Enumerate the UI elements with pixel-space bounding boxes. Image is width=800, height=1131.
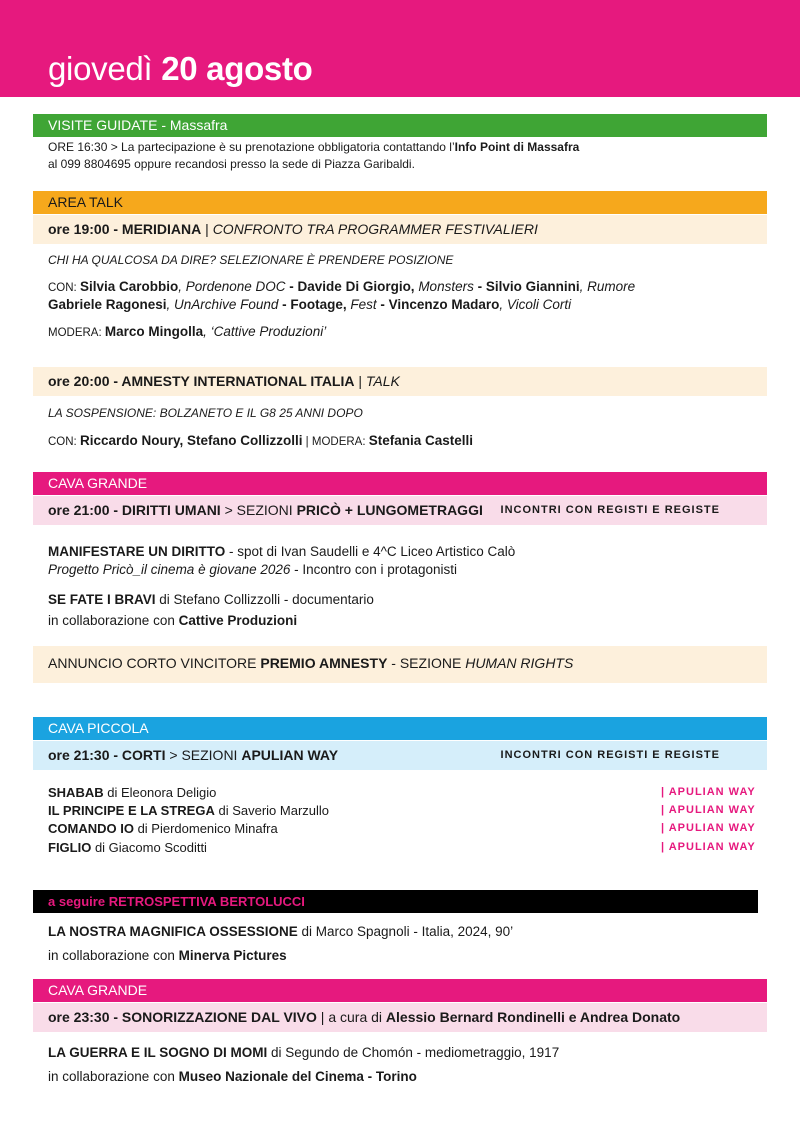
talk1-guests-line-2 [48, 296, 571, 314]
cp-tag: INCONTRI CON REGISTI E REGISTE [500, 749, 720, 761]
film-section-tag: | APULIAN WAY [661, 786, 756, 798]
film-title: SHABAB [48, 785, 104, 800]
retro-collab [48, 947, 287, 965]
ann-section: HUMAN RIGHTS [465, 655, 574, 671]
event-desc: di Stefano Collizzolli - documentario [155, 592, 374, 607]
collab-label: in collaborazione con [48, 1069, 179, 1084]
ann-text: - SEZIONE [387, 655, 466, 671]
section-cava-grande-2: CAVA GRANDE [33, 979, 767, 1002]
collab-label: in collaborazione con [48, 613, 179, 628]
film-title: COMANDO IO [48, 821, 134, 836]
mod-label: | MODERA: [302, 436, 369, 448]
guest-org: , UnArchive Found [166, 297, 283, 312]
page-header [0, 0, 800, 97]
title-date: 20 agosto [161, 50, 313, 87]
talk1-sep: | [201, 221, 213, 237]
collab-name: Museo Nazionale del Cinema - Torino [178, 1069, 417, 1084]
film-author: di Saverio Marzullo [214, 803, 330, 818]
guest-name: - Vincenzo Madaro [376, 297, 500, 312]
film-row [48, 821, 278, 836]
talk1-subtitle: CONFRONTO TRA PROGRAMMER FESTIVALIERI [212, 221, 538, 237]
film-row [48, 785, 216, 800]
cg1-time: ore 21:00 - DIRITTI UMANI [48, 502, 221, 518]
talk1-moderator [48, 323, 326, 342]
film-info: di Segundo de Chomón - mediometraggio, 1917 [267, 1045, 560, 1060]
collab-label: in collaborazione con [48, 948, 179, 963]
event-project: Progetto Pricò_il cinema è giovane 2026 [48, 562, 291, 577]
retro-film [48, 923, 513, 941]
talk2-subtitle: TALK [365, 373, 400, 389]
con-label: CON: [48, 282, 80, 294]
cp-section-names: APULIAN WAY [241, 747, 339, 763]
mod-name: Marco Mingolla [104, 324, 204, 339]
cp-time: ore 21:30 - CORTI [48, 747, 166, 763]
guest-names: Riccardo Noury, Stefano Collizzolli [79, 433, 303, 448]
guest-org: Monsters [414, 279, 474, 294]
guest-name: Silvia Carobbio [79, 279, 179, 294]
section-cava-piccola: CAVA PICCOLA [33, 717, 767, 740]
cg1-event-1-line-2 [48, 561, 457, 579]
visite-infopoint: Info Point di Massafra [454, 140, 580, 154]
guest-org: , Rumore [579, 279, 636, 294]
guest-org: , Vicoli Corti [499, 297, 572, 312]
page-title [48, 50, 313, 88]
film-title: LA GUERRA E IL SOGNO DI MOMI [48, 1045, 268, 1060]
section-title: VISITE GUIDATE [48, 117, 158, 133]
visite-time: ORE 16:30 [48, 140, 108, 154]
ann-prize: PREMIO AMNESTY [260, 655, 388, 671]
event-title: MANIFESTARE UN DIRITTO [48, 544, 226, 559]
visite-line-2: al 099 8804695 oppure recandosi presso la sede di Piazza Garibaldi. [48, 157, 415, 171]
mod-label: MODERA: [48, 327, 105, 339]
visite-line-1 [48, 139, 579, 155]
cg2-film [48, 1044, 559, 1062]
film-author: di Giacomo Scoditti [91, 840, 207, 855]
collab-name: Minerva Pictures [178, 948, 287, 963]
talk2-guests [48, 432, 473, 451]
cg1-tag: INCONTRI CON REGISTI E REGISTE [500, 504, 720, 516]
cg2-time: ore 23:30 - SONORIZZAZIONE DAL VIVO [48, 1009, 317, 1025]
talk1-guests-line-1 [48, 278, 635, 297]
event-title: SE FATE I BRAVI [48, 592, 156, 607]
event-desc: - Incontro con i protagonisti [290, 562, 457, 577]
section-area-talk: AREA TALK [33, 191, 767, 214]
guest-name: Gabriele Ragonesi [48, 297, 167, 312]
film-row [48, 803, 329, 818]
cg1-event-2 [48, 591, 374, 609]
ann-text: ANNUNCIO CORTO VINCITORE [48, 655, 261, 671]
cg1-event-2-line-2 [48, 612, 297, 630]
section-visite-guidate [33, 114, 767, 137]
guest-org: , Pordenone DOC [178, 279, 286, 294]
visite-text: > La partecipazione è su prenotazione obbligatoria contattando l’ [107, 140, 455, 154]
cp-sections: > SEZIONI [165, 747, 242, 763]
guest-name: - Footage, [282, 297, 347, 312]
event-desc: - spot di Ivan Saudelli e 4^C Liceo Artistico Calò [225, 544, 516, 559]
cg2-band [33, 1003, 767, 1032]
cg1-section-names: PRICÒ + LUNGOMETRAGGI [296, 502, 483, 518]
film-title: FIGLIO [48, 840, 92, 855]
title-day: giovedì [48, 50, 153, 87]
cg1-sections: > SEZIONI [220, 502, 297, 518]
cp-band [33, 741, 767, 770]
talk1-question: CHI HA QUALCOSA DA DIRE? SELEZIONARE È PRENDERE POSIZIONE [48, 253, 454, 267]
film-title: IL PRINCIPE E LA STREGA [48, 803, 215, 818]
talk2-time: ore 20:00 - AMNESTY INTERNATIONAL ITALIA [48, 373, 355, 389]
mod-name: Stefania Castelli [368, 433, 474, 448]
collab-name: Cattive Produzioni [178, 613, 298, 628]
section-retrospettiva: a seguire RETROSPETTIVA BERTOLUCCI [33, 890, 758, 913]
section-cava-grande: CAVA GRANDE [33, 472, 767, 495]
talk2-topic: LA SOSPENSIONE: BOLZANETO E IL G8 25 ANNI DOPO [48, 406, 363, 420]
talk2-band [33, 367, 767, 396]
con-label: CON: [48, 436, 80, 448]
film-row [48, 840, 207, 855]
cg1-announcement [33, 646, 767, 683]
film-info: di Marco Spagnoli - Italia, 2024, 90’ [297, 924, 514, 939]
mod-org: , ‘Cattive Produzioni’ [203, 324, 327, 339]
cg2-collab [48, 1068, 417, 1086]
talk2-sep: | [354, 373, 366, 389]
film-section-tag: | APULIAN WAY [661, 841, 756, 853]
talk1-band [33, 215, 767, 244]
guest-name: - Davide Di Giorgio, [285, 279, 415, 294]
film-section-tag: | APULIAN WAY [661, 804, 756, 816]
talk1-time: ore 19:00 - MERIDIANA [48, 221, 202, 237]
guest-name: - Silvio Giannini [473, 279, 580, 294]
section-place: - Massafra [157, 117, 228, 133]
film-title: LA NOSTRA MAGNIFICA OSSESSIONE [48, 924, 298, 939]
cg2-curated: | a cura di [316, 1009, 386, 1025]
cg1-band [33, 496, 767, 525]
film-author: di Eleonora Deligio [103, 785, 217, 800]
cg1-event-1 [48, 543, 515, 561]
guest-org: Fest [346, 297, 377, 312]
cg2-curators: Alessio Bernard Rondinelli e Andrea Donato [385, 1009, 681, 1025]
film-section-tag: | APULIAN WAY [661, 822, 756, 834]
film-author: di Pierdomenico Minafra [133, 821, 278, 836]
